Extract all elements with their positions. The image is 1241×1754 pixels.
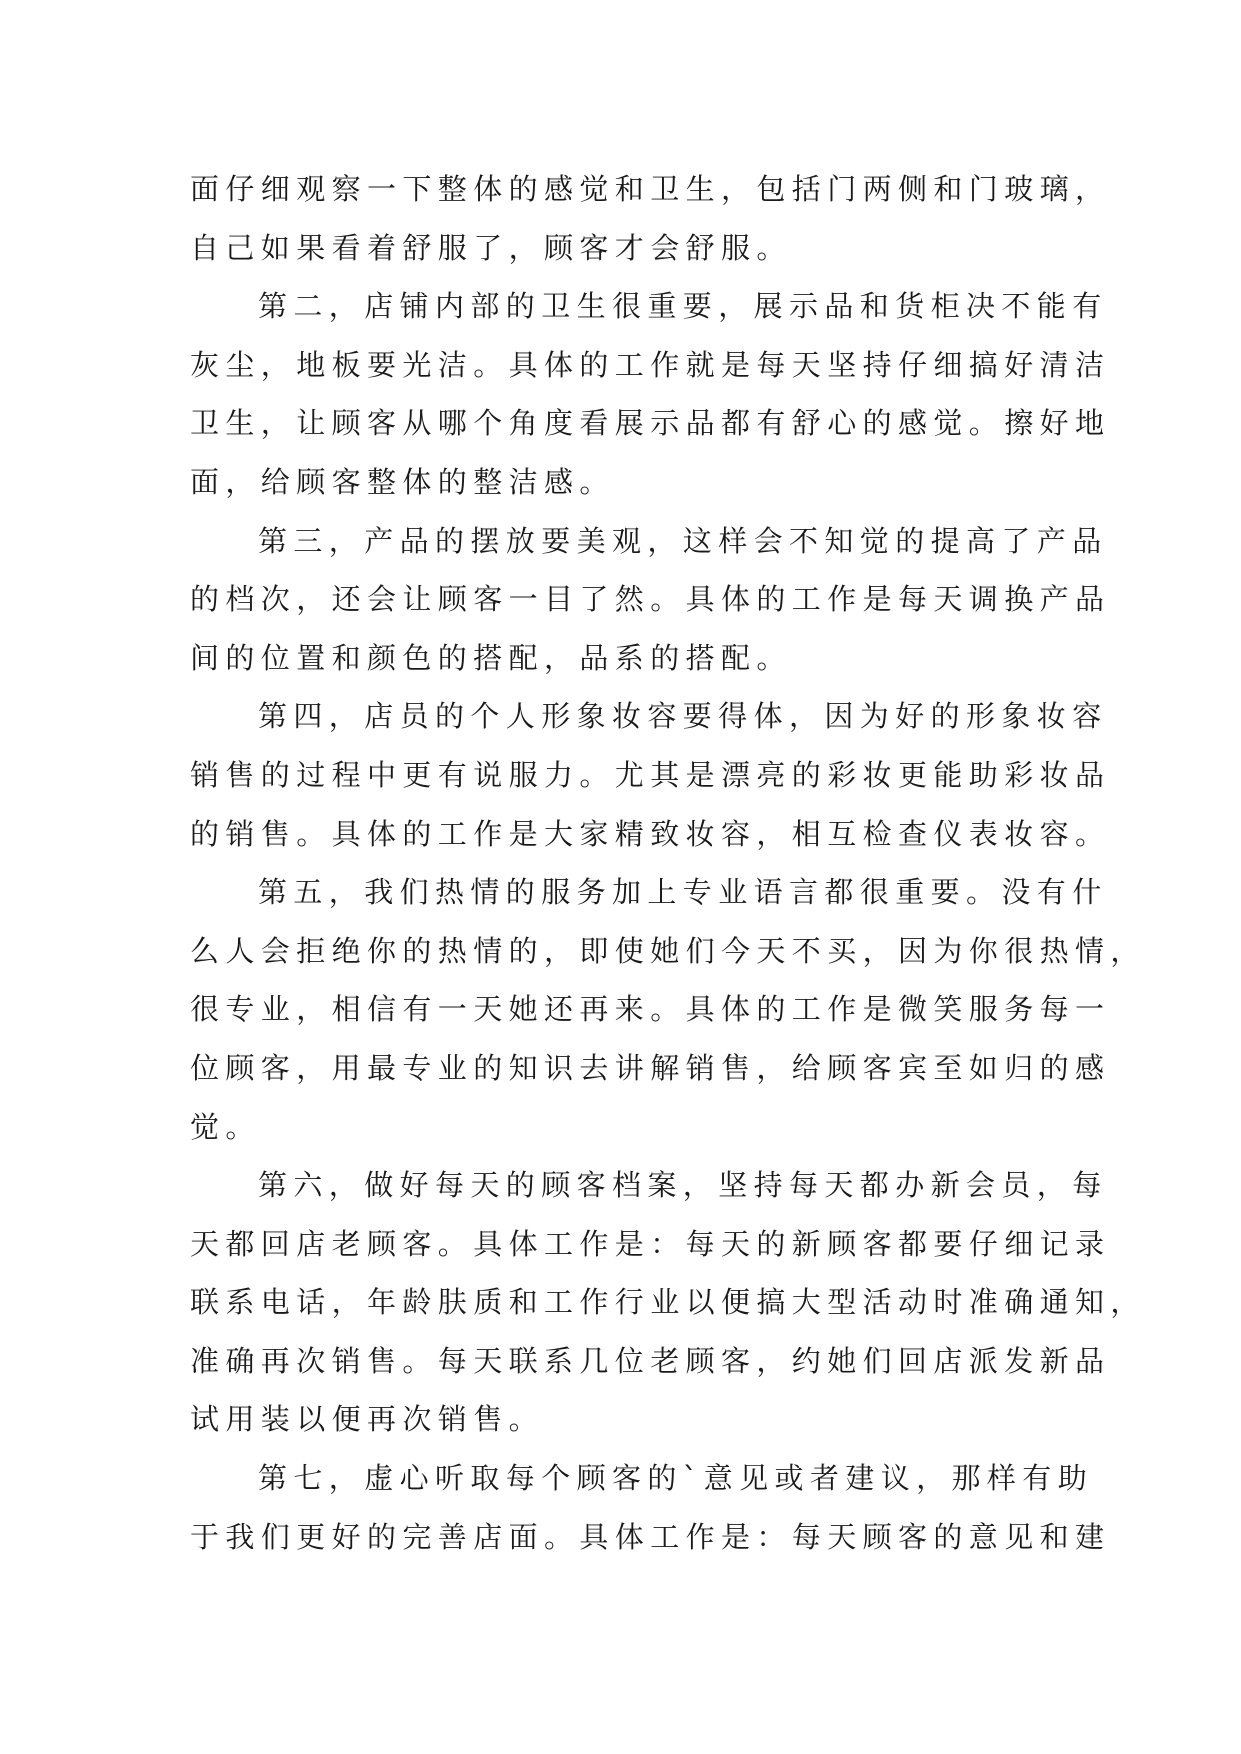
text-line: 灰尘，地板要光洁。具体的工作就是每天坚持仔细搞好清洁 xyxy=(190,347,1111,382)
text-line: 天都回店老顾客。具体工作是：每天的新顾客都要仔细记录 xyxy=(190,1226,1111,1261)
paragraph-start-line: 第二，店铺内部的卫生很重要，展示品和货柜决不能有 xyxy=(258,289,1108,324)
text-line: 销售的过程中更有说服力。尤其是漂亮的彩妆更能助彩妆品 xyxy=(190,757,1111,792)
text-line: 的销售。具体的工作是大家精致妆容，相互检查仪表妆容。 xyxy=(190,816,1111,851)
paragraph-start-line: 第五，我们热情的服务加上专业语言都很重要。没有什 xyxy=(258,875,1108,910)
text-line: 于我们更好的完善店面。具体工作是：每天顾客的意见和建 xyxy=(190,1519,1111,1554)
text-line: 位顾客，用最专业的知识去讲解销售，给顾客宾至如归的感 xyxy=(190,1050,1111,1085)
text-line: 准确再次销售。每天联系几位老顾客，约她们回店派发新品 xyxy=(190,1343,1111,1378)
text-line: 么人会拒绝你的热情的，即使她们今天不买，因为你很热情， xyxy=(190,933,1146,968)
text-line: 联系电话，年龄肤质和工作行业以便搞大型活动时准确通知， xyxy=(190,1285,1146,1320)
paragraph-start-line: 第四，店员的个人形象妆容要得体，因为好的形象妆容 xyxy=(258,699,1108,734)
text-line: 觉。 xyxy=(190,1109,261,1144)
paragraph-start-line: 第六，做好每天的顾客档案，坚持每天都办新会员，每 xyxy=(258,1168,1108,1203)
text-line: 试用装以便再次销售。 xyxy=(190,1402,545,1437)
paragraph-start-line: 第七，虚心听取每个顾客的`意见或者建议，那样有助 xyxy=(258,1461,1094,1496)
text-line: 面，给顾客整体的整洁感。 xyxy=(190,464,615,499)
text-line: 面仔细观察一下整体的感觉和卫生，包括门两侧和门玻璃， xyxy=(190,172,1111,206)
text-line: 的档次，还会让顾客一目了然。具体的工作是每天调换产品 xyxy=(190,582,1111,617)
text-line: 间的位置和颜色的搭配，品系的搭配。 xyxy=(190,640,792,675)
text-line: 卫生，让顾客从哪个角度看展示品都有舒心的感觉。擦好地 xyxy=(190,406,1111,441)
text-line: 自己如果看着舒服了，顾客才会舒服。 xyxy=(190,230,792,265)
document-body xyxy=(190,160,1146,1566)
paragraph-start-line: 第三，产品的摆放要美观，这样会不知觉的提高了产品 xyxy=(258,523,1108,558)
text-line: 很专业，相信有一天她还再来。具体的工作是微笑服务每一 xyxy=(190,992,1111,1027)
